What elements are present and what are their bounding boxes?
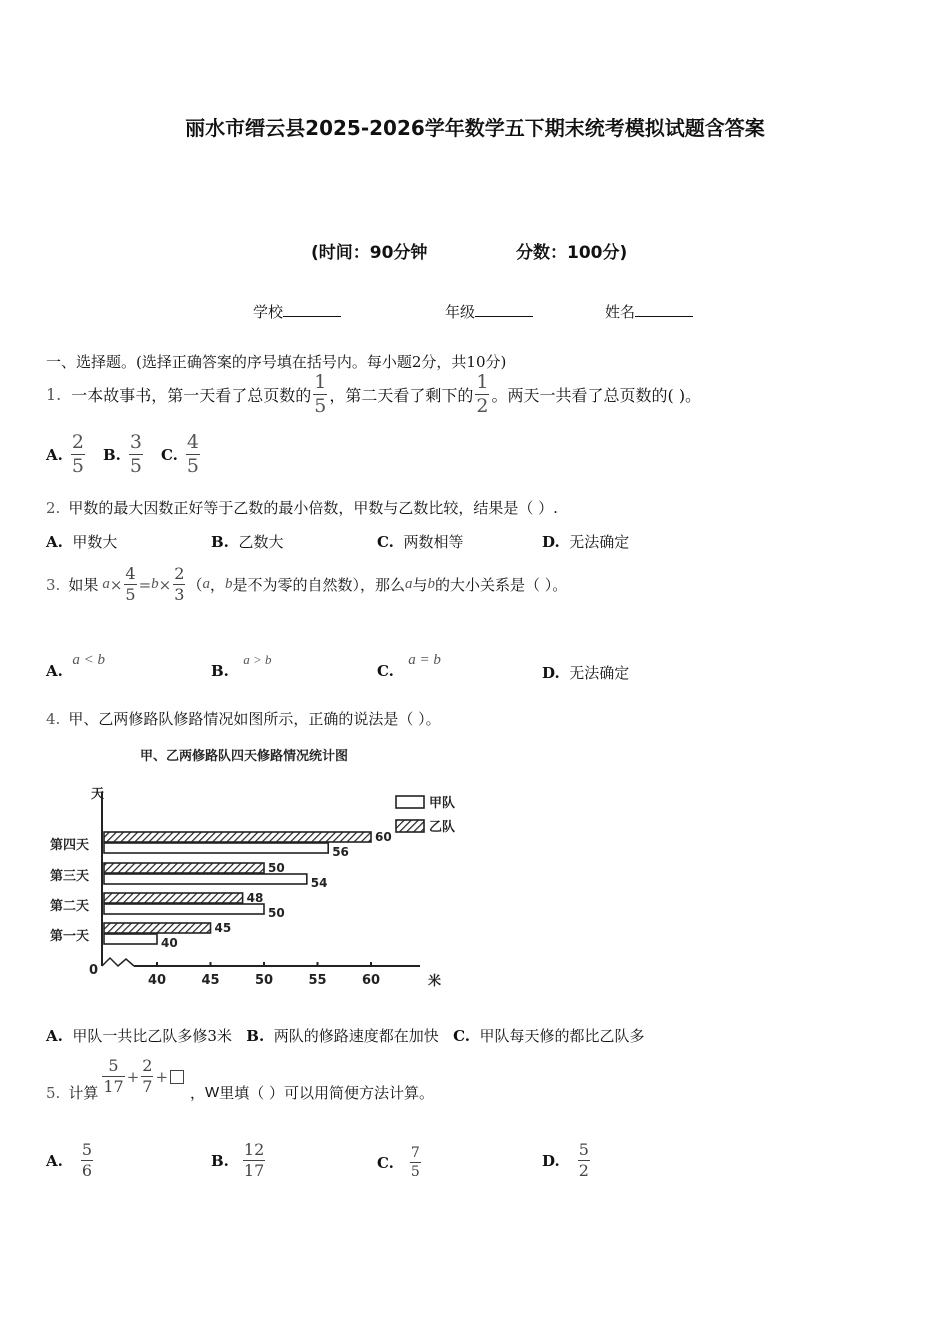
q2-text: 甲数的最大因数正好等于乙数的最小倍数，甲数与乙数比较，结果是（ ）. — [68, 499, 558, 517]
q5-option-c[interactable] — [377, 1146, 423, 1179]
q4-options — [46, 1025, 645, 1046]
bar-jia-value: 50 — [268, 906, 285, 920]
page-title: 丽水市缙云县2025-2026学年数学五下期末统考模拟试题含答案 — [185, 116, 765, 140]
q3-option-a-label: A. — [46, 662, 63, 680]
question-4 — [46, 708, 441, 729]
legend-yi-swatch — [396, 820, 424, 832]
q3-text-4: 与 — [412, 576, 428, 594]
q2-option-c[interactable] — [377, 531, 463, 552]
q1-number: 1. — [46, 385, 62, 404]
grade-blank — [475, 302, 533, 317]
q1-option-b-numerator: 3 — [129, 431, 142, 453]
q2-option-a[interactable] — [46, 531, 117, 552]
q4-option-a-text: 甲队一共比乙队多修3米 — [72, 1027, 232, 1045]
q5-fraction-1 — [102, 1058, 124, 1095]
q3-option-c[interactable] — [377, 650, 441, 680]
q3-number: 3. — [46, 575, 61, 594]
q3-option-c-text: a = b — [408, 652, 441, 668]
q3-option-c-label: C. — [377, 662, 394, 680]
q4-number: 4. — [46, 710, 61, 728]
q1-option-b[interactable] — [129, 433, 143, 476]
q3-var-b: b — [151, 576, 159, 592]
q5-option-c-fraction — [410, 1146, 421, 1179]
q5-number: 5. — [46, 1083, 61, 1102]
q1-option-c-numerator: 4 — [186, 431, 199, 453]
q3-option-d[interactable] — [542, 662, 629, 683]
q3-text-2: （ — [187, 576, 203, 594]
bar-yi-team — [104, 893, 243, 903]
q2-option-d-label: D. — [542, 533, 560, 551]
bar-yi-value: 60 — [375, 830, 392, 844]
bar-yi-value: 48 — [246, 891, 264, 905]
q1-f1-denominator: 5 — [314, 395, 327, 417]
q4-option-c[interactable] — [453, 1027, 644, 1045]
q3-option-d-text: 无法确定 — [569, 664, 630, 682]
question-3 — [46, 566, 567, 603]
q5-option-d[interactable] — [542, 1142, 592, 1179]
name-blank — [635, 302, 693, 317]
q5-text-2: ， — [190, 1084, 206, 1102]
q5-option-b-numerator: 12 — [243, 1140, 265, 1159]
q1-f1-numerator: 1 — [314, 371, 327, 393]
q5-option-c-numerator: 7 — [410, 1145, 420, 1161]
q5-option-b[interactable] — [211, 1142, 267, 1179]
q5-option-a-numerator: 5 — [81, 1140, 93, 1159]
q5-text-1: 计算 — [68, 1084, 99, 1102]
category-label: 第三天 — [50, 869, 90, 884]
q5-plus-1: + — [126, 1067, 140, 1086]
q5-option-c-label: C. — [377, 1153, 394, 1172]
q5-option-a-label: A. — [46, 1151, 63, 1170]
name-label: 姓名 — [605, 303, 636, 321]
q1-option-a-numerator: 2 — [71, 431, 84, 453]
chart-legend — [396, 796, 455, 835]
chart-x-label: 米 — [428, 974, 442, 989]
legend-jia-label: 甲队 — [429, 796, 456, 811]
q4-option-c-label: C. — [453, 1027, 470, 1045]
q5-option-a-fraction — [81, 1142, 93, 1179]
q5-option-b-denominator: 17 — [243, 1161, 265, 1180]
q3-option-a[interactable] — [46, 650, 106, 680]
q5-w: W — [205, 1084, 220, 1101]
q1-option-c[interactable] — [186, 433, 200, 476]
q5-f1-numerator: 5 — [108, 1056, 119, 1075]
q1-text-3: 。两天一共看了总页数的( )。 — [491, 386, 702, 405]
x-tick-label: 40 — [147, 973, 167, 988]
chart-title: 甲、乙两修路队四天修路情况统计图 — [140, 749, 349, 764]
q3-f1-numerator: 4 — [125, 564, 136, 583]
q1-fraction-1 — [313, 373, 327, 416]
q1-option-c-denominator: 5 — [186, 455, 199, 477]
q5-option-b-label: B. — [211, 1151, 229, 1170]
exam-time: (时间：90分钟 — [311, 243, 428, 263]
bar-jia-value: 54 — [310, 876, 328, 890]
q1-f2-denominator: 2 — [476, 395, 489, 417]
q2-option-a-label: A. — [46, 533, 63, 551]
bar-jia-team — [104, 874, 307, 884]
road-repair-chart — [40, 738, 480, 1000]
school-blank — [283, 302, 341, 317]
q3-var-a-2: a — [202, 576, 210, 592]
q2-number: 2. — [46, 499, 61, 517]
x-tick-label: 50 — [254, 973, 274, 988]
q1-option-a[interactable] — [71, 433, 85, 476]
q4-option-c-text: 甲队每天修的都比乙队多 — [479, 1027, 645, 1045]
q3-var-b-3: b — [427, 576, 435, 592]
q5-plus-2: + — [155, 1067, 169, 1086]
q5-f1-denominator: 17 — [103, 1077, 124, 1096]
bar-yi-team — [104, 832, 371, 842]
x-tick-label: 55 — [308, 973, 327, 988]
q5-option-a-denominator: 6 — [81, 1161, 93, 1180]
exam-score: 分数：100分) — [516, 243, 628, 263]
bar-jia-value: 40 — [161, 936, 178, 950]
q3-option-a-text: a < b — [72, 652, 106, 668]
x-tick-label: 45 — [201, 973, 220, 988]
q3-text-1: 如果 — [68, 576, 99, 594]
q2-option-d[interactable] — [542, 531, 629, 552]
q3-text-5: 的大小关系是（ ）。 — [435, 576, 568, 594]
chart-axis-break — [102, 958, 134, 966]
bar-jia-team — [104, 904, 264, 914]
q5-blank-box[interactable] — [170, 1070, 184, 1084]
bar-yi-team — [104, 923, 211, 933]
bar-jia-team — [104, 843, 328, 853]
bar-jia-team — [104, 934, 157, 944]
q3-f2-denominator: 3 — [174, 585, 185, 604]
q3-option-b-label: B. — [211, 662, 229, 680]
q3-f1-denominator: 5 — [125, 585, 136, 604]
q5-option-d-label: D. — [542, 1151, 560, 1170]
q2-option-a-text: 甲数大 — [72, 533, 118, 551]
chart-y-label: 天 — [91, 787, 105, 802]
q2-option-c-label: C. — [377, 533, 394, 551]
category-label: 第一天 — [50, 929, 90, 944]
question-1 — [46, 373, 701, 416]
q5-option-c-denominator: 5 — [410, 1164, 420, 1180]
q5-option-d-numerator: 5 — [578, 1140, 589, 1159]
q4-option-a[interactable] — [46, 1027, 232, 1045]
q5-f2-numerator: 2 — [142, 1056, 153, 1075]
bar-yi-value: 50 — [268, 861, 285, 875]
q4-option-a-label: A. — [46, 1027, 63, 1045]
school-label: 学校 — [253, 303, 284, 321]
q3-option-b-text: a > b — [243, 652, 272, 667]
q3-var-a: a — [102, 576, 110, 592]
q2-option-b-text: 乙数大 — [238, 533, 284, 551]
q4-option-b[interactable] — [246, 1027, 438, 1045]
q3-equals: = — [138, 575, 152, 594]
q3-text-3: 是不为零的自然数），那么 — [232, 576, 405, 594]
q3-option-d-label: D. — [542, 664, 560, 682]
q3-var-a-3: a — [404, 576, 413, 592]
q5-f2-denominator: 7 — [142, 1077, 153, 1096]
q3-comma: ， — [209, 576, 225, 594]
q1-option-a-denominator: 5 — [71, 455, 84, 477]
q1-text-2: ，第二天看了剩下的 — [329, 386, 474, 405]
q5-option-b-fraction — [243, 1142, 265, 1179]
category-label: 第四天 — [50, 838, 90, 853]
q3-fraction-1 — [124, 566, 136, 603]
q5-text-3: 里填（ ）可以用简便方法计算。 — [219, 1084, 434, 1102]
q2-option-d-text: 无法确定 — [569, 533, 630, 551]
grade-field — [445, 301, 533, 322]
bar-yi-team — [104, 863, 264, 873]
q5-option-a[interactable] — [46, 1142, 95, 1179]
bar-yi-value: 45 — [214, 921, 232, 935]
q5-option-d-fraction — [578, 1142, 590, 1179]
q3-times-1: × — [109, 575, 123, 594]
q1-option-a-label: A. — [46, 445, 63, 464]
q3-fraction-2 — [173, 566, 185, 603]
q4-option-b-label: B. — [246, 1027, 265, 1045]
q1-option-b-label: B. — [102, 445, 121, 464]
school-field — [253, 301, 341, 322]
q2-option-b[interactable] — [211, 531, 283, 552]
q3-var-b-2: b — [224, 576, 233, 592]
q1-fraction-2 — [475, 373, 489, 416]
q3-f2-numerator: 2 — [174, 564, 185, 583]
legend-jia-swatch — [396, 796, 424, 808]
legend-yi-label: 乙队 — [429, 820, 456, 835]
category-label: 第二天 — [50, 899, 90, 914]
q2-option-b-label: B. — [211, 533, 229, 551]
question-5 — [46, 1056, 434, 1102]
q3-option-b[interactable] — [211, 650, 272, 680]
q1-options — [46, 433, 202, 476]
q2-option-c-text: 两数相等 — [403, 533, 464, 551]
q5-fraction-2 — [141, 1058, 153, 1095]
x-tick-label: 60 — [361, 973, 381, 988]
q3-times-2: × — [158, 575, 172, 594]
chart-origin-label: 0 — [89, 963, 99, 978]
question-2 — [46, 497, 558, 518]
q1-option-c-label: C. — [160, 445, 178, 464]
q1-option-b-denominator: 5 — [129, 455, 142, 477]
q1-text-1: 一本故事书，第一天看了总页数的 — [71, 386, 312, 405]
q4-option-b-text: 两队的修路速度都在加快 — [273, 1027, 439, 1045]
name-field — [605, 301, 693, 322]
q1-f2-numerator: 1 — [476, 371, 489, 393]
bar-jia-value: 56 — [332, 845, 349, 859]
section-heading: 一、选择题。(选择正确答案的序号填在括号内。每小题2分，共10分) — [46, 353, 507, 371]
q4-text: 甲、乙两修路队修路情况如图所示，正确的说法是（ ）。 — [68, 710, 441, 728]
q5-option-d-denominator: 2 — [578, 1161, 589, 1180]
grade-label: 年级 — [445, 303, 476, 321]
